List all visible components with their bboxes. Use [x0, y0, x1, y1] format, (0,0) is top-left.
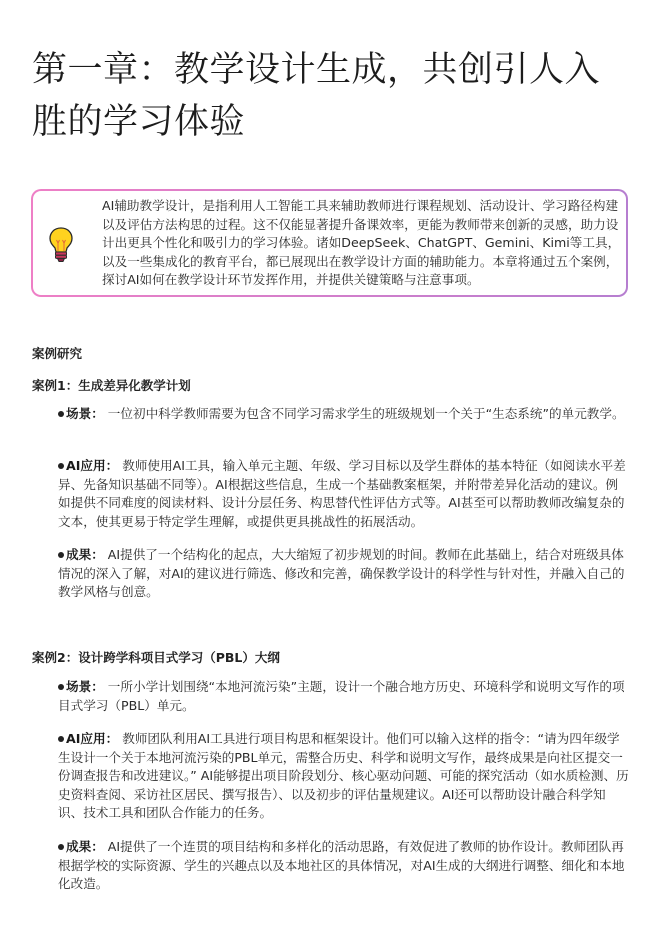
bullet-icon — [58, 844, 64, 850]
case-2-heading: 案例2：设计跨学科项目式学习（PBL）大纲 — [32, 650, 280, 665]
case-1-scenario — [58, 405, 630, 424]
case-1-ai-application — [58, 457, 630, 531]
item-label: 成果： — [66, 839, 104, 854]
bullet-icon — [58, 411, 64, 417]
item-label: AI应用： — [66, 458, 119, 473]
chapter-title: 第一章：教学设计生成，共创引人入胜的学习体验 — [32, 50, 601, 142]
bullet-icon — [58, 552, 64, 558]
item-label: 场景： — [66, 406, 104, 421]
item-text: 一所小学计划围绕“本地河流污染”主题，设计一个融合地方历史、环境科学和说明文写作的项目式学习（PBL）单元。 — [58, 679, 625, 713]
item-label: 场景： — [66, 679, 104, 694]
item-text: 教师团队利用AI工具进行项目构思和框架设计。他们可以输入这样的指令：“请为四年级学生设计一个关于本地河流污染的PBL单元，需整合历史、科学和说明文写作，最终成果是向社区提交一份调查报告和改进建议。” AI能够提出项目阶段划分、核心驱动问题、可能的探究活动（如水质检测、历史资料查阅、采访社区居民、撰写报告）、以及初步的评估量规建议。AI还可以帮助设计融合科学知识、技术工具和团队合作能力的任务。 — [58, 731, 629, 821]
case-1-outcome — [58, 546, 630, 602]
item-label: AI应用： — [66, 731, 119, 746]
case-2-outcome — [58, 838, 630, 894]
item-text: 教师使用AI工具，输入单元主题、年级、学习目标以及学生群体的基本特征（如阅读水平差异、先备知识基础不同等）。AI根据这些信息，生成一个基础教案框架，并附带差异化活动的建议。例如提供不同难度的阅读材料、设计分层任务、构思替代性评估方式等。AI甚至可以帮助教师改编复杂的文本，使其更易于特定学生理解，或提供更具挑战性的拓展活动。 — [58, 458, 626, 529]
case-2-scenario — [58, 678, 630, 715]
bullet-icon — [58, 463, 64, 469]
section-heading: 案例研究 — [32, 346, 83, 361]
case-2-ai-application — [58, 730, 630, 823]
item-text: 一位初中科学教师需要为包含不同学习需求学生的班级规划一个关于“生态系统”的单元教学。 — [103, 406, 625, 421]
bullet-icon — [58, 736, 64, 742]
item-text: AI提供了一个连贯的项目结构和多样化的活动思路，有效促进了教师的协作设计。教师团队再根据学校的实际资源、学生的兴趣点以及本地社区的具体情况，对AI生成的大纲进行调整、细化和本地化改造。 — [58, 839, 625, 892]
intro-callout — [31, 189, 628, 297]
item-text: AI提供了一个结构化的起点，大大缩短了初步规划的时间。教师在此基础上，结合对班级具体情况的深入了解，对AI的建议进行筛选、修改和完善，确保教学设计的科学性与针对性，并融入自己的教学风格与创意。 — [58, 547, 625, 600]
item-label: 成果： — [66, 547, 104, 562]
case-1-heading: 案例1：生成差异化教学计划 — [32, 378, 191, 393]
bullet-icon — [58, 684, 64, 690]
lightbulb-icon — [49, 227, 73, 263]
callout-text: AI辅助教学设计，是指利用人工智能工具来辅助教师进行课程规划、活动设计、学习路径构建以及评估方法构思的过程。这不仅能显著提升备课效率，更能为教师带来创新的灵感，助力设计出更具个性化和吸引力的学习体验。诸如DeepSeek、ChatGPT、Gemini、Kimi等工具，以及一些集成化的教育平台，都已展现出在教学设计方面的辅助能力。本章将通过五个案例，探讨AI如何在教学设计环节发挥作用，并提供关键策略与注意事项。 — [102, 198, 621, 288]
